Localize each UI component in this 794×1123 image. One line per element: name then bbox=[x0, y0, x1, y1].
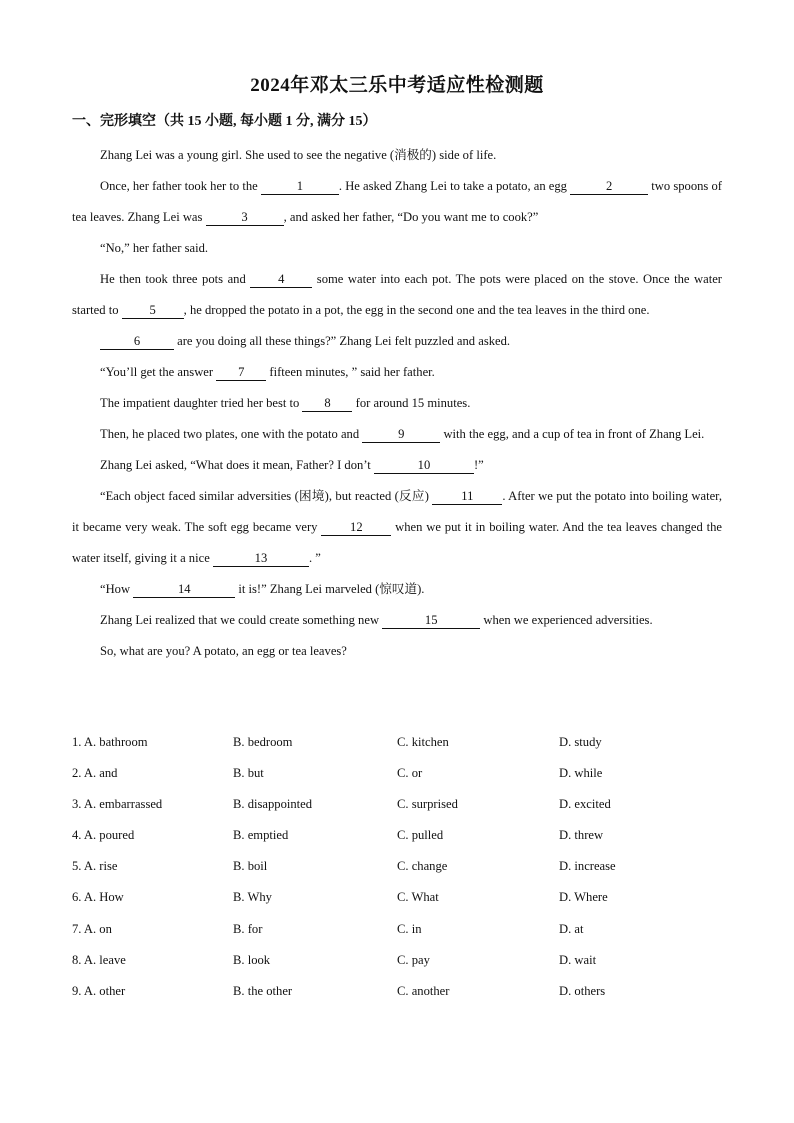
passage-text: two spoons of tea leaves. Zhang Lei was bbox=[72, 179, 722, 224]
option-c[interactable]: C. another bbox=[397, 983, 450, 998]
passage-text: with the egg, and a cup of tea in front of Zhang Lei. bbox=[440, 427, 705, 441]
blank-9[interactable]: 9 bbox=[362, 427, 440, 443]
blank-12[interactable]: 12 bbox=[321, 520, 391, 536]
option-c[interactable]: C. pulled bbox=[397, 828, 444, 843]
option-a[interactable]: 4. A. poured bbox=[72, 828, 135, 843]
passage-paragraph bbox=[72, 388, 722, 419]
option-row bbox=[72, 820, 722, 851]
option-c[interactable]: C. or bbox=[397, 766, 423, 781]
passage-paragraph bbox=[72, 326, 722, 357]
option-b[interactable]: B. Why bbox=[233, 890, 272, 905]
passage-text: . After we put the potato into boiling water, it became very weak. The soft egg became very bbox=[72, 489, 722, 534]
option-c[interactable]: C. pay bbox=[397, 952, 430, 967]
blank-8[interactable]: 8 bbox=[302, 396, 352, 412]
passage-text: fifteen minutes, ” said her father. bbox=[266, 365, 435, 379]
option-row bbox=[72, 789, 722, 820]
option-d[interactable]: D. wait bbox=[559, 952, 597, 967]
blank-10[interactable]: 10 bbox=[374, 458, 474, 474]
passage-text: when we put it in boiling water. And the tea leaves changed the water itself, giving it a nice bbox=[72, 520, 723, 565]
option-a[interactable]: 7. A. on bbox=[72, 921, 112, 936]
passage-text: , he dropped the potato in a pot, the egg in the second one and the tea leaves in the third one. bbox=[183, 303, 650, 317]
passage-text: “How bbox=[100, 582, 134, 596]
option-d[interactable]: D. while bbox=[559, 766, 603, 781]
passage-text: are you doing all these things?” Zhang Lei felt puzzled and asked. bbox=[174, 334, 511, 348]
blank-5[interactable]: 5 bbox=[122, 303, 184, 319]
passage-text: for around 15 minutes. bbox=[352, 396, 471, 410]
passage-text: “You’ll get the answer bbox=[100, 365, 217, 379]
page-title: 2024年邓太三乐中考适应性检测题 bbox=[250, 75, 544, 96]
passage-paragraph: Zhang Lei was a young girl. She used to see the negative (消极的) side of life. bbox=[100, 148, 497, 162]
option-row bbox=[72, 976, 722, 1007]
passage-text: Then, he placed two plates, one with the potato and bbox=[100, 427, 363, 441]
option-a[interactable]: 6. A. How bbox=[72, 890, 124, 905]
passage-paragraph: So, what are you? A potato, an egg or tea leaves? bbox=[100, 644, 347, 658]
option-a[interactable]: 2. A. and bbox=[72, 766, 118, 781]
option-row bbox=[72, 914, 722, 945]
option-b[interactable]: B. for bbox=[233, 921, 263, 936]
option-c[interactable]: C. in bbox=[397, 921, 422, 936]
passage-text: Once, her father took her to the bbox=[100, 179, 261, 193]
passage-paragraph bbox=[72, 264, 722, 326]
option-c[interactable]: C. surprised bbox=[397, 797, 458, 812]
passage-text: when we experienced adversities. bbox=[480, 613, 653, 627]
blank-4[interactable]: 4 bbox=[250, 272, 312, 288]
option-a[interactable]: 3. A. embarrassed bbox=[72, 797, 163, 812]
option-b[interactable]: B. emptied bbox=[233, 828, 289, 843]
answer-options bbox=[72, 727, 722, 1007]
option-d[interactable]: D. study bbox=[559, 735, 602, 749]
option-b[interactable]: B. look bbox=[233, 952, 271, 967]
passage-text: some water into each pot. The pots were placed on the stove. Once the water started to bbox=[72, 272, 722, 317]
passage-paragraph bbox=[72, 605, 722, 636]
section-heading: 一、完形填空（共 15 小题, 每小题 1 分, 满分 15） bbox=[72, 114, 377, 129]
option-a[interactable]: 8. A. leave bbox=[72, 952, 126, 967]
passage-text: . He asked Zhang Lei to take a potato, an egg bbox=[338, 179, 571, 193]
option-b[interactable]: B. boil bbox=[233, 859, 268, 874]
option-row bbox=[72, 882, 722, 913]
option-d[interactable]: D. at bbox=[559, 921, 584, 936]
option-row bbox=[72, 851, 722, 882]
blank-2[interactable]: 2 bbox=[570, 179, 648, 195]
option-a[interactable]: 5. A. rise bbox=[72, 859, 118, 874]
blank-6[interactable]: 6 bbox=[100, 334, 174, 350]
option-row bbox=[72, 945, 722, 976]
passage-paragraph bbox=[72, 357, 722, 388]
passage-text: “Each object faced similar adversities (困境), but reacted (反应) bbox=[100, 489, 433, 503]
passage-text: Zhang Lei realized that we could create something new bbox=[100, 613, 383, 627]
option-a[interactable]: 9. A. other bbox=[72, 983, 126, 998]
passage-text: He then took three pots and bbox=[100, 272, 251, 286]
option-a[interactable]: 1. A. bathroom bbox=[72, 735, 148, 749]
option-c[interactable]: C. kitchen bbox=[397, 735, 449, 749]
passage-text: The impatient daughter tried her best to bbox=[100, 396, 303, 410]
option-d[interactable]: D. threw bbox=[559, 828, 604, 843]
passage-paragraph bbox=[72, 450, 722, 481]
blank-7[interactable]: 7 bbox=[216, 365, 266, 381]
option-b[interactable]: B. the other bbox=[233, 983, 293, 998]
passage-paragraph bbox=[72, 481, 722, 574]
option-c[interactable]: C. What bbox=[397, 890, 439, 905]
passage-paragraph bbox=[72, 419, 722, 450]
passage-text: Zhang Lei asked, “What does it mean, Father? I don’t bbox=[100, 458, 374, 472]
passage-text: !” bbox=[473, 458, 484, 472]
passage-paragraph: “No,” her father said. bbox=[100, 241, 209, 255]
option-d[interactable]: D. increase bbox=[559, 859, 616, 874]
blank-14[interactable]: 14 bbox=[133, 582, 235, 598]
option-row bbox=[72, 727, 722, 758]
option-c[interactable]: C. change bbox=[397, 859, 448, 874]
passage-text: it is!” Zhang Lei marveled (惊叹道). bbox=[235, 582, 425, 596]
option-b[interactable]: B. disappointed bbox=[233, 797, 313, 812]
option-b[interactable]: B. but bbox=[233, 766, 264, 781]
passage-text: , and asked her father, “Do you want me to cook?” bbox=[283, 210, 539, 224]
cloze-passage bbox=[72, 140, 722, 667]
passage-paragraph bbox=[72, 171, 722, 233]
blank-13[interactable]: 13 bbox=[213, 551, 309, 567]
passage-text: . ” bbox=[308, 551, 321, 565]
option-row bbox=[72, 758, 722, 789]
option-d[interactable]: D. others bbox=[559, 983, 606, 998]
option-d[interactable]: D. Where bbox=[559, 890, 608, 905]
blank-3[interactable]: 3 bbox=[206, 210, 284, 226]
blank-1[interactable]: 1 bbox=[261, 179, 339, 195]
blank-11[interactable]: 11 bbox=[432, 489, 502, 505]
blank-15[interactable]: 15 bbox=[382, 613, 480, 629]
option-d[interactable]: D. excited bbox=[559, 797, 611, 812]
passage-paragraph bbox=[72, 574, 722, 605]
option-b[interactable]: B. bedroom bbox=[233, 735, 293, 749]
